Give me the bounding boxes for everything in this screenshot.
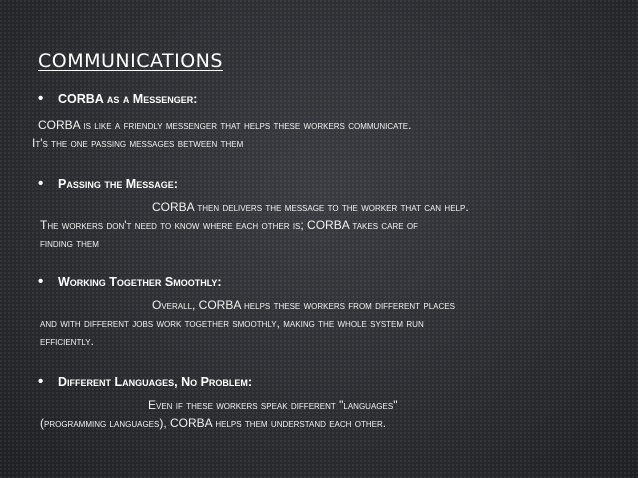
paragraph-languages [34, 396, 619, 432]
paragraph-passing [34, 198, 619, 252]
paragraph-line: Even if these workers speak different "languages" [148, 398, 398, 412]
paragraph-messenger [34, 116, 619, 152]
slide-title: COMMUNICATIONS [38, 50, 223, 72]
paragraph-line: and with different jobs work together smoothly, making the whole system run [40, 316, 424, 330]
bullet-dot-icon: • [38, 273, 44, 290]
paragraph-line: finding them [40, 236, 99, 250]
paragraph-line: CORBA is like a friendly messenger that helps these workers communicate. [38, 118, 412, 132]
bullet-heading-languages [38, 373, 252, 390]
bullet-heading-text: Working Together Smoothly: [58, 275, 222, 289]
paragraph-line: efficiently. [40, 334, 94, 348]
bullet-heading-passing [38, 175, 178, 192]
paragraph-line: (programming languages), CORBA helps them understand each other. [40, 416, 387, 430]
bullet-dot-icon: • [38, 175, 44, 192]
paragraph-line: CORBA then delivers the message to the worker that can help. [152, 200, 469, 214]
bullet-heading-text: Passing the Message: [58, 177, 178, 191]
bullet-dot-icon: • [38, 90, 44, 107]
bullet-heading-working [38, 273, 222, 290]
bullet-heading-messenger [38, 90, 197, 107]
bullet-heading-text: Different Languages, No Problem: [58, 375, 253, 389]
paragraph-working [34, 296, 619, 350]
bullet-heading-text: CORBA as a Messenger: [58, 92, 198, 106]
paragraph-line: It's the one passing messages between them [32, 136, 244, 150]
bullet-dot-icon: • [38, 373, 44, 390]
paragraph-line: Overall, CORBA helps these workers from different places [152, 298, 455, 312]
paragraph-line: The workers don't need to know where each other is; CORBA takes care of [40, 218, 419, 232]
